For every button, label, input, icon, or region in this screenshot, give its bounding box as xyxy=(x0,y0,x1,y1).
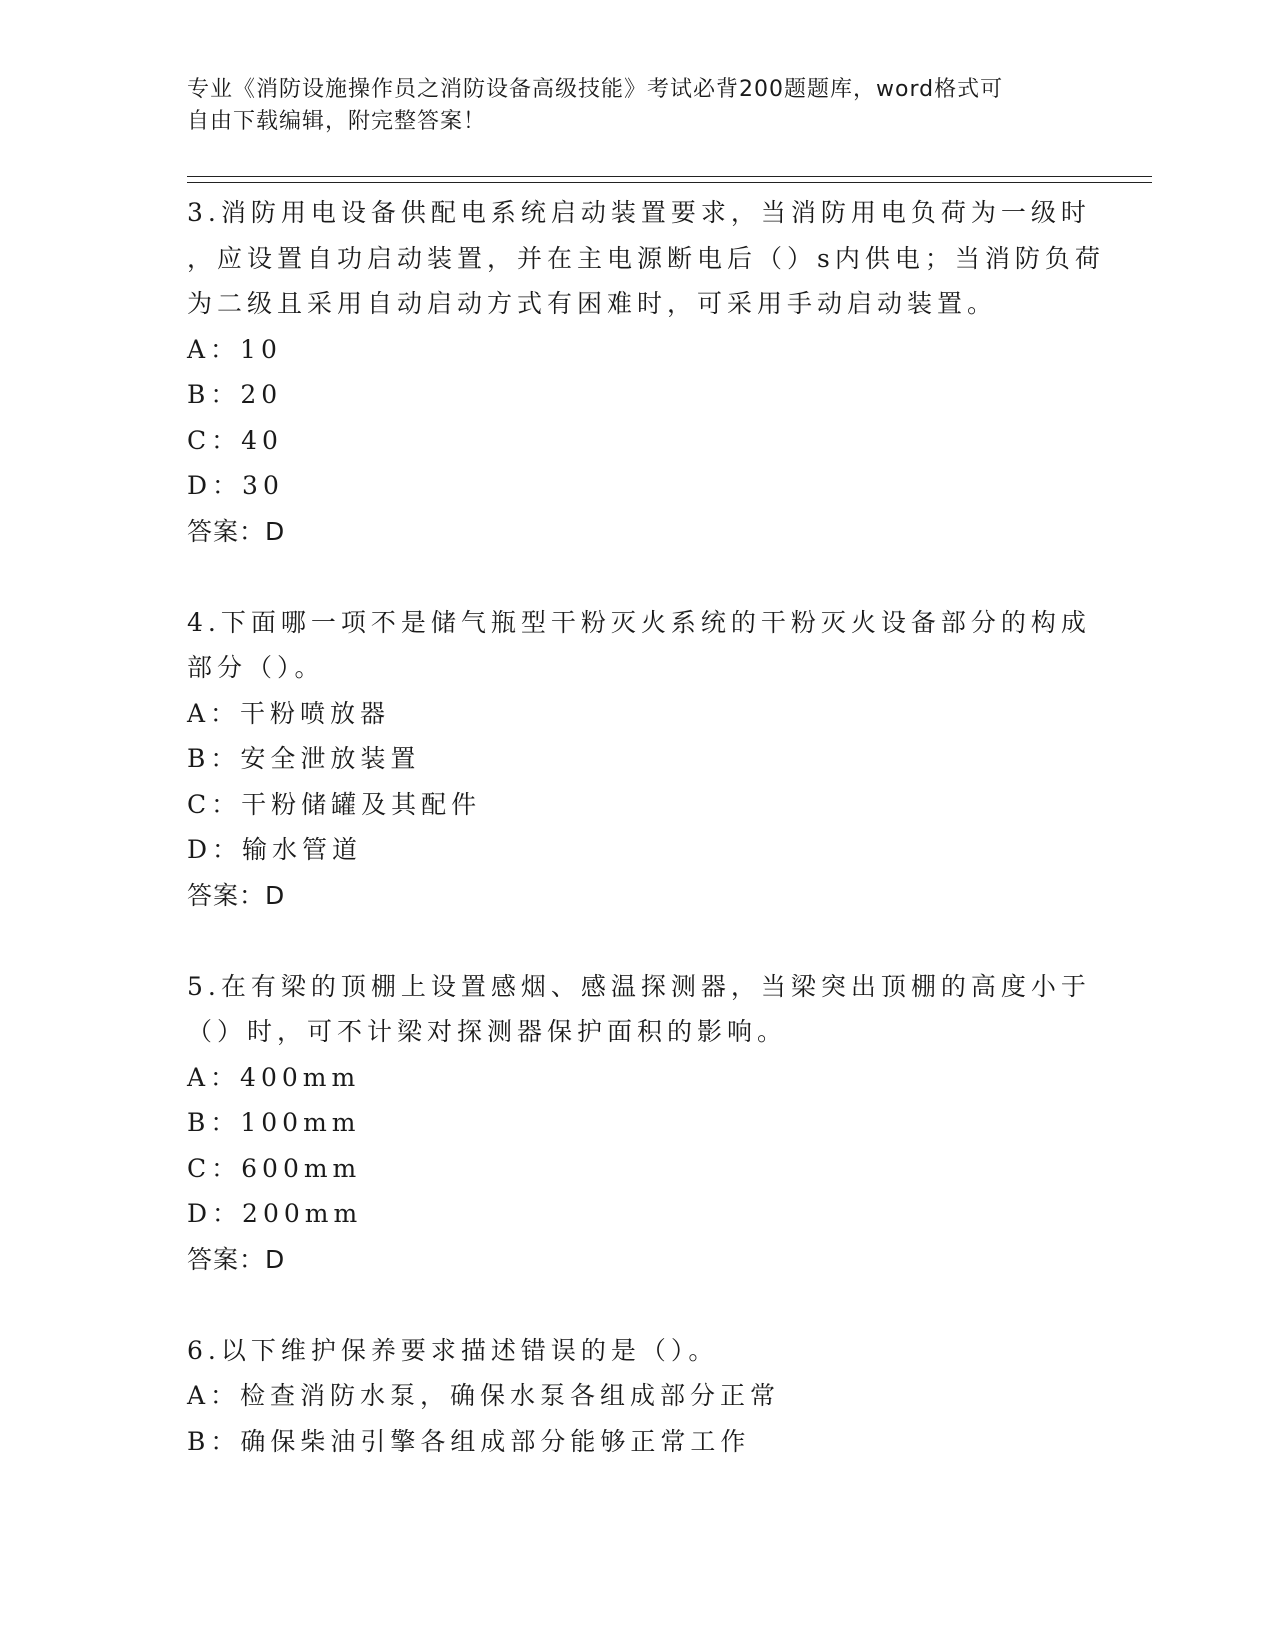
header-divider-bottom xyxy=(187,182,1152,183)
option-c: C：干粉储罐及其配件 xyxy=(187,789,482,819)
answer-line: 答案：D xyxy=(187,1244,286,1274)
question-4 xyxy=(187,600,1091,919)
option-c: C：600mm xyxy=(187,1153,362,1183)
option-d: D：200mm xyxy=(187,1199,363,1228)
option-b: B：20 xyxy=(187,380,283,409)
option-c: C：40 xyxy=(187,425,283,455)
question-text-line: 6.以下维护保养要求描述错误的是（）。 xyxy=(187,1335,719,1365)
question-text-line: 3.消防用电设备供配电系统启动装置要求，当消防用电负荷为一级时 xyxy=(187,198,1091,227)
option-b: B：安全泄放装置 xyxy=(187,744,421,773)
question-text-line: ，应设置自功启动装置，并在主电源断电后（）s内供电；当消防负荷 xyxy=(187,243,1105,273)
question-list xyxy=(187,190,1105,1464)
answer-line: 答案：D xyxy=(187,516,286,546)
option-b: B：确保柴油引擎各组成部分能够正常工作 xyxy=(187,1426,751,1456)
question-spacer xyxy=(187,554,1087,600)
option-a: A：400mm xyxy=(187,1062,361,1092)
option-a: A：检查消防水泵，确保水泵各组成部分正常 xyxy=(187,1381,781,1410)
answer-line: 答案：D xyxy=(187,880,286,910)
option-a: A：10 xyxy=(187,334,282,364)
question-text-line: 部分（）。 xyxy=(187,653,325,682)
option-b: B：100mm xyxy=(187,1108,361,1137)
header-line: 自由下载编辑，附完整答案！ xyxy=(187,109,487,134)
question-text-line: 为二级且采用自动启动方式有困难时，可采用手动启动装置。 xyxy=(187,289,998,318)
header-line: 专业《消防设施操作员之消防设备高级技能》考试必背200题题库，word格式可 xyxy=(187,77,1004,102)
question-text-line: （）时，可不计梁对探测器保护面积的影响。 xyxy=(187,1017,788,1046)
document-header xyxy=(187,74,1067,138)
question-3 xyxy=(187,190,1105,554)
option-d: D：30 xyxy=(187,471,284,500)
header-divider-top xyxy=(187,176,1152,177)
question-5 xyxy=(187,964,1091,1283)
option-a: A：干粉喷放器 xyxy=(187,698,391,728)
question-text-line: 4.下面哪一项不是储气瓶型干粉灭火系统的干粉灭火设备部分的构成 xyxy=(187,607,1091,637)
question-spacer xyxy=(187,918,1087,964)
question-spacer xyxy=(187,1282,1087,1328)
question-6 xyxy=(187,1328,1087,1465)
question-text-line: 5.在有梁的顶棚上设置感烟、感温探测器，当梁突出顶棚的高度小于 xyxy=(187,971,1091,1001)
option-d: D：输水管道 xyxy=(187,835,363,864)
